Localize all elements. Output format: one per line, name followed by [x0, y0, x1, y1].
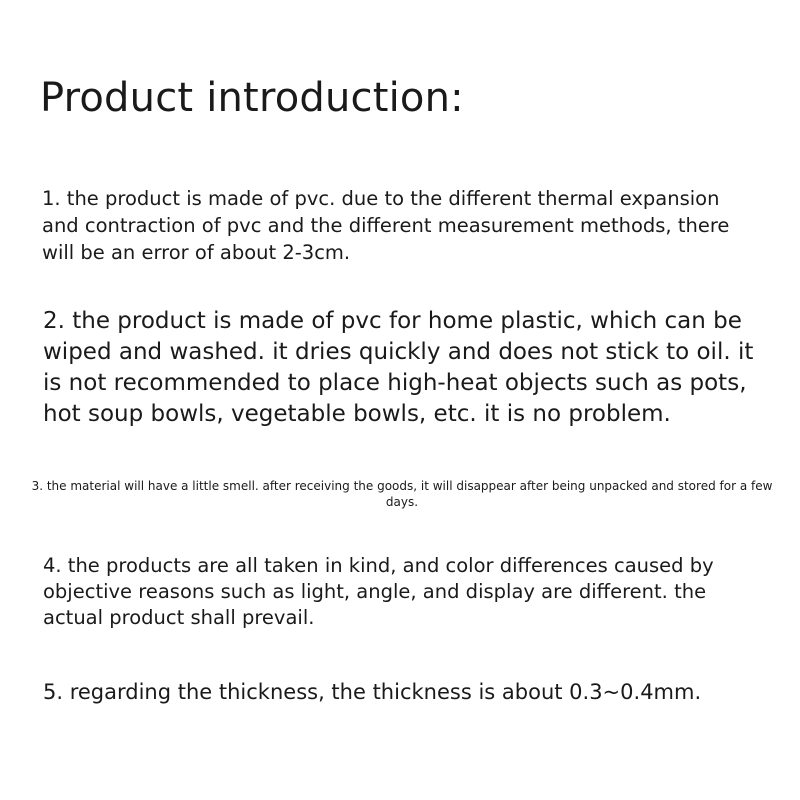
intro-point-1: 1. the product is made of pvc. due to the different thermal expansion and contraction of pvc and the different measurement methods, there will be an error of about 2-3cm. — [42, 187, 730, 264]
intro-point-5: 5. regarding the thickness, the thickness is about 0.3~0.4mm. — [43, 680, 702, 704]
intro-point-3: 3. the material will have a little smell. after receiving the goods, it will disappear after being unpacked and stored for a few days. — [31, 479, 773, 509]
page-title: Product introduction: — [40, 75, 464, 121]
intro-point-4: 4. the products are all taken in kind, and color differences caused by objective reasons such as light, angle, and display are different. the actual product shall prevail. — [43, 554, 714, 629]
intro-point-2: 2. the product is made of pvc for home plastic, which can be wiped and washed. it dries quickly and does not stick to oil. it is not recommended to place high-heat objects such as pots, hot soup bowls, vegetable bowls, etc. it is no problem. — [43, 308, 754, 427]
